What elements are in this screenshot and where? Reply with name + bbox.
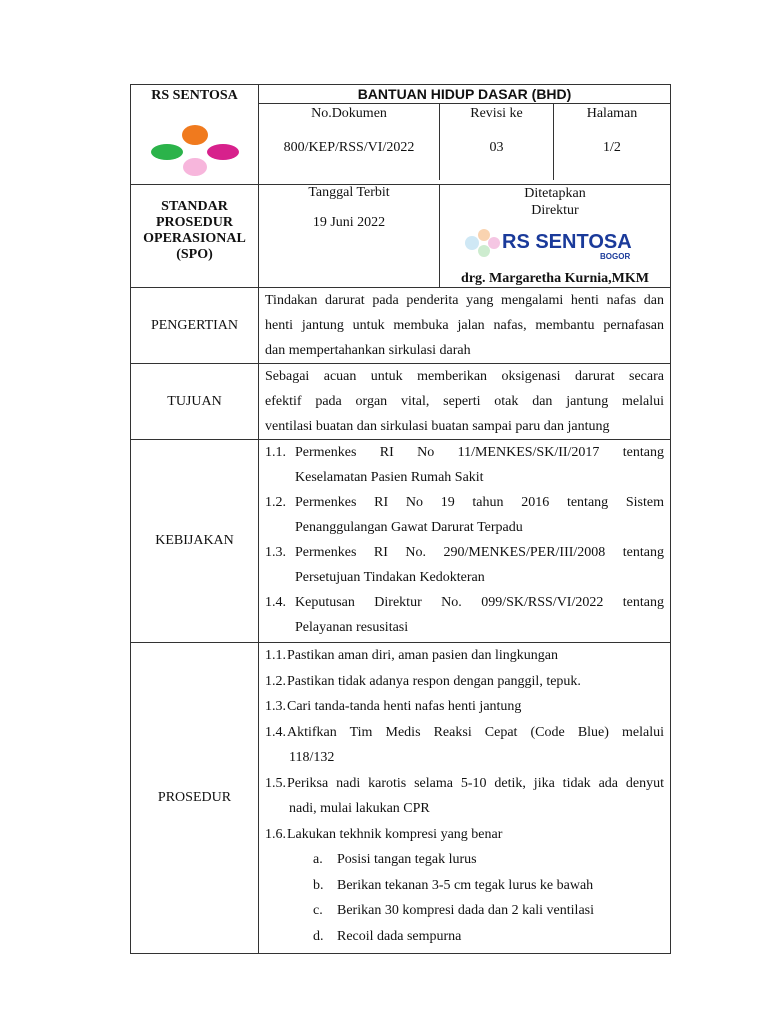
list-item bbox=[265, 440, 664, 490]
sub-item-text: Berikan 30 kompresi dada dan 2 kali ventilasi bbox=[337, 903, 594, 918]
no-dokumen-cell bbox=[259, 104, 440, 180]
tujuan-line: efektif pada organ vital, seperti otak dan jantung melalui bbox=[265, 394, 664, 409]
list-item bbox=[265, 643, 664, 669]
tujuan-line: ventilasi buatan dan sirkulasi buatan sampai paru dan jantung bbox=[265, 419, 610, 434]
sub-item-letter: c. bbox=[313, 903, 323, 918]
spo-title: STANDAR PROSEDUR OPERASIONAL (SPO) bbox=[131, 185, 259, 288]
list-item-line: Pelayanan resusitasi bbox=[295, 620, 409, 635]
prosedur-list bbox=[259, 643, 671, 954]
list-item-line: Keputusan Direktur No. 099/SK/RSS/VI/2022 tentang bbox=[295, 595, 664, 610]
list-item-line: Pastikan aman diri, aman pasien dan lingkungan bbox=[287, 648, 558, 663]
pengertian-label: PENGERTIAN bbox=[131, 288, 259, 364]
list-item bbox=[265, 490, 664, 540]
title-meta-cell bbox=[259, 85, 671, 185]
revisi-value: 03 bbox=[489, 140, 504, 155]
list-item-number: 1.5. bbox=[265, 775, 286, 791]
no-dokumen-value: 800/KEP/RSS/VI/2022 bbox=[283, 140, 415, 155]
hospital-logo-icon bbox=[150, 122, 240, 178]
list-item-number: 1.3. bbox=[265, 545, 286, 560]
no-dokumen-label: No.Dokumen bbox=[311, 106, 387, 121]
tujuan-label: TUJUAN bbox=[131, 364, 259, 440]
logo-sub-text: BOGOR bbox=[600, 252, 631, 261]
prosedur-label: PROSEDUR bbox=[131, 643, 259, 954]
direktur-label: Direktur bbox=[531, 203, 579, 218]
list-item-number: 1.1. bbox=[265, 648, 286, 663]
logo-text: RS SENTOSA bbox=[502, 231, 632, 253]
list-item-line: Aktifkan Tim Medis Reaksi Cepat (Code Blue) melalui bbox=[287, 724, 664, 740]
sub-list-item bbox=[265, 924, 664, 950]
terbit-cell bbox=[259, 185, 671, 288]
list-item-line: Lakukan tekhnik kompresi yang benar bbox=[287, 826, 503, 842]
list-item bbox=[265, 720, 664, 771]
list-item-line: Keselamatan Pasien Rumah Sakit bbox=[295, 470, 484, 485]
tujuan-row bbox=[131, 364, 671, 440]
list-item-line: 118/132 bbox=[289, 750, 335, 765]
list-item-line: Pastikan tidak adanya respon dengan panggil, tepuk. bbox=[287, 673, 581, 689]
list-item bbox=[265, 669, 664, 695]
halaman-label: Halaman bbox=[586, 106, 638, 121]
list-item-line: nadi, mulai lakukan CPR bbox=[289, 801, 430, 816]
pengertian-text bbox=[259, 288, 671, 364]
sub-list-item bbox=[265, 873, 664, 899]
header-row bbox=[131, 85, 671, 185]
list-item-line: Permenkes RI No 19 tahun 2016 tentang Sistem bbox=[295, 495, 664, 510]
revisi-label: Revisi ke bbox=[470, 106, 523, 121]
tujuan-line: Sebagai acuan untuk memberikan oksigenasi darurat secara bbox=[265, 369, 664, 384]
tanggal-label: Tanggal Terbit bbox=[308, 185, 390, 200]
sub-item-letter: a. bbox=[313, 852, 323, 867]
rs-sentosa-logo-icon bbox=[458, 221, 638, 261]
sub-item-text: Berikan tekanan 3-5 cm tegak lurus ke bawah bbox=[337, 877, 594, 893]
tanggal-value: 19 Juni 2022 bbox=[312, 215, 386, 230]
list-item-number: 1.6. bbox=[265, 826, 286, 842]
list-item-number: 1.1. bbox=[265, 445, 286, 460]
hospital-name: RS SENTOSA bbox=[151, 88, 238, 103]
terbit-row bbox=[259, 185, 670, 287]
document-title: BANTUAN HIDUP DASAR (BHD) bbox=[259, 85, 670, 104]
list-item-line: Permenkes RI No. 290/MENKES/PER/III/2008 tentang bbox=[295, 545, 664, 560]
list-item-line: Permenkes RI No 11/MENKES/SK/II/2017 tentang bbox=[295, 445, 664, 460]
kebijakan-label: KEBIJAKAN bbox=[131, 440, 259, 643]
pengertian-line: Tindakan darurat pada penderita yang mengalami henti nafas dan bbox=[265, 293, 664, 308]
sub-list-item bbox=[265, 847, 664, 873]
list-item bbox=[265, 822, 664, 848]
pengertian-row bbox=[131, 288, 671, 364]
sub-list-item bbox=[265, 898, 664, 924]
pengertian-line: dan mempertahankan sirkulasi darah bbox=[265, 343, 471, 358]
revisi-cell bbox=[440, 104, 554, 180]
list-item-number: 1.2. bbox=[265, 495, 286, 510]
tanggal-terbit-cell bbox=[259, 185, 440, 287]
list-item-number: 1.3. bbox=[265, 699, 286, 714]
list-item bbox=[265, 771, 664, 822]
sub-item-text: Posisi tangan tegak lurus bbox=[337, 852, 477, 867]
sub-item-letter: b. bbox=[313, 877, 324, 893]
halaman-value: 1/2 bbox=[603, 140, 621, 155]
list-item-line: Penanggulangan Gawat Darurat Terpadu bbox=[295, 520, 523, 535]
list-item bbox=[265, 694, 664, 720]
list-item bbox=[265, 590, 664, 640]
kebijakan-list bbox=[259, 440, 671, 643]
list-item-number: 1.2. bbox=[265, 673, 286, 689]
pengertian-line: henti jantung untuk membuka jalan nafas, membantu pernafasan bbox=[265, 318, 664, 333]
list-item-line: Persetujuan Tindakan Kedokteran bbox=[295, 570, 485, 585]
hospital-cell bbox=[131, 85, 259, 185]
signer-name: drg. Margaretha Kurnia,MKM bbox=[461, 271, 649, 286]
spo-row bbox=[131, 185, 671, 288]
list-item-line: Periksa nadi karotis selama 5-10 detik, jika tidak ada denyut bbox=[287, 775, 664, 791]
ditetapkan-label: Ditetapkan bbox=[524, 186, 586, 201]
halaman-cell bbox=[554, 104, 670, 180]
list-item-line: Cari tanda-tanda henti nafas henti jantung bbox=[287, 699, 522, 714]
list-item-number: 1.4. bbox=[265, 595, 286, 610]
list-item-number: 1.4. bbox=[265, 724, 286, 740]
spo-table bbox=[130, 84, 671, 954]
kebijakan-row bbox=[131, 440, 671, 643]
sub-item-letter: d. bbox=[313, 928, 324, 944]
ditetapkan-cell bbox=[440, 185, 670, 287]
list-item bbox=[265, 540, 664, 590]
sub-item-text: Recoil dada sempurna bbox=[337, 928, 462, 944]
document-meta bbox=[259, 104, 670, 180]
prosedur-row bbox=[131, 643, 671, 954]
tujuan-text bbox=[259, 364, 671, 440]
